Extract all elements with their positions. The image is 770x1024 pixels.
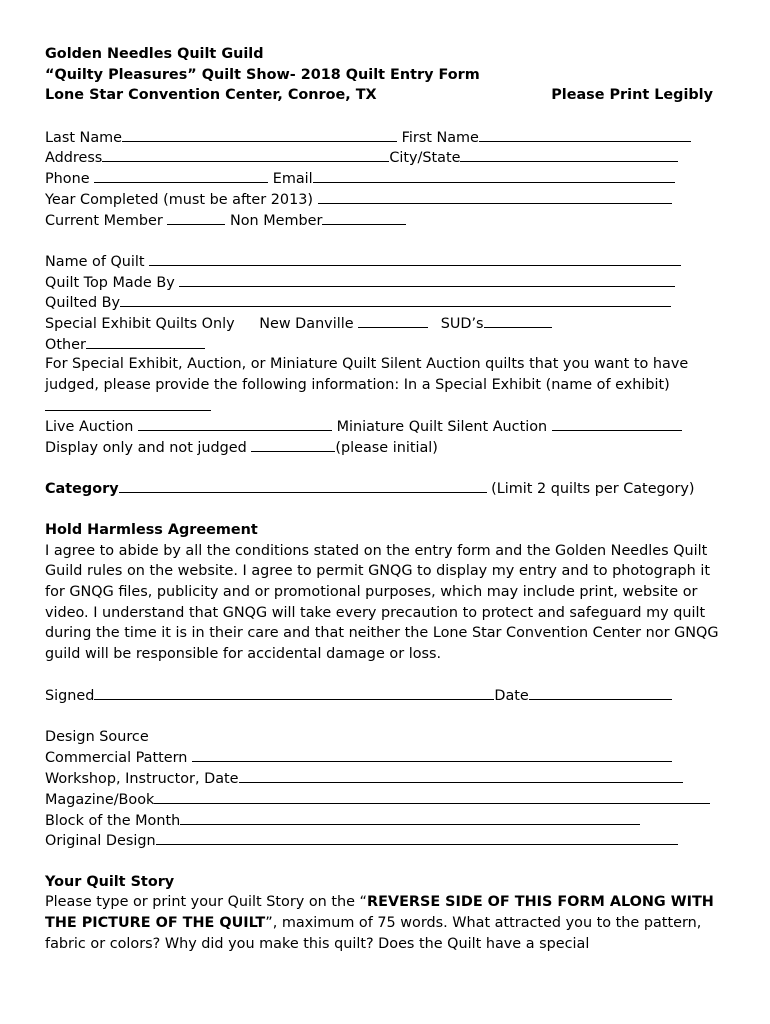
category-row	[45, 478, 735, 499]
display-only-row	[45, 437, 735, 458]
display-only-label: Display only and not judged	[45, 440, 247, 457]
address-row	[45, 147, 735, 168]
phone-field[interactable]	[94, 168, 268, 183]
last-name-label: Last Name	[45, 129, 123, 146]
agreement-text: I agree to abide by all the conditions stated on the entry form and the Golden Needles Quilt Guild rules on the website. I agree to permit GNQG to display my entry and to photograph it for GNQG files, publicity and or promotional purposes, which may include print, website or video. I understand that GNQG will take every precaution to protect and safeguard my quilt during the time it is in their care and that neither the Lone Star Convention Center nor GNQG guild will be responsible for accidental damage or loss.	[45, 542, 719, 663]
quilt-name-field[interactable]	[149, 251, 681, 266]
exhibit-name-row	[45, 396, 735, 417]
original-field[interactable]	[156, 830, 678, 845]
quilt-name-label: Name of Quilt	[45, 253, 145, 270]
exhibit-name-field[interactable]	[45, 396, 211, 411]
city-state-label: City/State	[389, 150, 461, 167]
last-name-field[interactable]	[122, 127, 397, 142]
form-title: “Quilty Pleasures” Quilt Show- 2018 Quilt Entry Form	[45, 66, 480, 83]
magazine-label: Magazine/Book	[45, 791, 155, 808]
block-month-label: Block of the Month	[45, 812, 181, 829]
workshop-field[interactable]	[239, 768, 683, 783]
non-member-field[interactable]	[322, 210, 406, 225]
first-name-label: First Name	[401, 129, 479, 146]
display-only-field[interactable]	[251, 437, 335, 452]
member-row	[45, 210, 735, 231]
special-note-2: judged, please provide the following information: In a Special Exhibit (name of exhibit)	[45, 377, 670, 393]
venue: Lone Star Convention Center, Conroe, TX	[45, 87, 377, 104]
story-text	[45, 892, 725, 954]
suds-field[interactable]	[484, 313, 552, 328]
workshop-label: Workshop, Instructor, Date	[45, 771, 239, 788]
date-label: Date	[494, 688, 529, 705]
live-auction-field[interactable]	[138, 416, 332, 431]
commercial-row	[45, 747, 735, 768]
email-field[interactable]	[313, 168, 675, 183]
category-field[interactable]	[119, 478, 487, 493]
special-exhibit-label: Special Exhibit Quilts Only	[45, 315, 235, 332]
guild-name: Golden Needles Quilt Guild	[45, 46, 264, 62]
block-month-field[interactable]	[180, 810, 640, 825]
agreement-title: Hold Harmless Agreement	[45, 521, 258, 538]
current-member-label: Current Member	[45, 212, 163, 229]
live-auction-label: Live Auction	[45, 419, 134, 436]
workshop-row	[45, 768, 735, 789]
quilt-name-row	[45, 251, 735, 272]
top-made-row	[45, 272, 735, 293]
phone-row	[45, 168, 735, 189]
current-member-field[interactable]	[167, 210, 225, 225]
quilted-by-label: Quilted By	[45, 295, 121, 312]
signed-label: Signed	[45, 688, 95, 705]
original-label: Original Design	[45, 833, 156, 850]
entry-form	[45, 44, 735, 954]
signed-row	[45, 685, 735, 706]
top-made-label: Quilt Top Made By	[45, 274, 175, 291]
auction-row	[45, 416, 735, 437]
magazine-row	[45, 789, 735, 810]
new-danville-field[interactable]	[358, 313, 428, 328]
story-text-post: ”, maximum of 75 words. What attracted you to the pattern, fabric or colors? Why did you make this quilt? Does the Quilt have a special	[45, 914, 702, 952]
city-state-field[interactable]	[460, 147, 678, 162]
signature-field[interactable]	[94, 685, 494, 700]
category-limit: (Limit 2 quilts per Category)	[491, 481, 695, 498]
story-title: Your Quilt Story	[45, 873, 175, 890]
other-field[interactable]	[86, 334, 205, 349]
magazine-field[interactable]	[154, 789, 710, 804]
suds-label: SUD’s	[440, 315, 484, 332]
commercial-field[interactable]	[192, 747, 672, 762]
story-text-bold: REVERSE SIDE OF THIS FORM ALONG WITH THE PICTURE OF THE QUILT	[45, 894, 714, 931]
year-row	[45, 189, 735, 210]
special-note-1: For Special Exhibit, Auction, or Miniature Quilt Silent Auction quilts that you want to have	[45, 356, 689, 373]
address-label: Address	[45, 150, 103, 167]
venue-line	[45, 85, 735, 106]
quilted-by-row	[45, 292, 735, 313]
original-row	[45, 830, 735, 851]
quilted-by-field[interactable]	[120, 292, 671, 307]
print-note: Please Print Legibly	[551, 87, 713, 104]
address-field[interactable]	[102, 147, 389, 162]
date-field[interactable]	[529, 685, 672, 700]
year-label: Year Completed (must be after 2013)	[45, 191, 313, 208]
non-member-label: Non Member	[229, 212, 323, 229]
email-label: Email	[272, 171, 313, 188]
please-initial-label: (please initial)	[335, 440, 438, 457]
special-exhibit-row	[45, 313, 735, 334]
story-text-pre: Please type or print your Quilt Story on the “	[45, 894, 368, 911]
first-name-field[interactable]	[479, 127, 691, 142]
category-label: Category	[45, 481, 119, 498]
other-row	[45, 334, 735, 355]
top-made-field[interactable]	[179, 272, 675, 287]
phone-label: Phone	[45, 171, 90, 188]
block-month-row	[45, 810, 735, 831]
other-label: Other	[45, 336, 86, 353]
design-source-title: Design Source	[45, 728, 149, 745]
new-danville-label: New Danville	[259, 315, 354, 332]
mini-auction-label: Miniature Quilt Silent Auction	[336, 419, 548, 436]
mini-auction-field[interactable]	[552, 416, 682, 431]
name-row	[45, 127, 735, 148]
commercial-label: Commercial Pattern	[45, 750, 188, 767]
year-field[interactable]	[318, 189, 672, 204]
